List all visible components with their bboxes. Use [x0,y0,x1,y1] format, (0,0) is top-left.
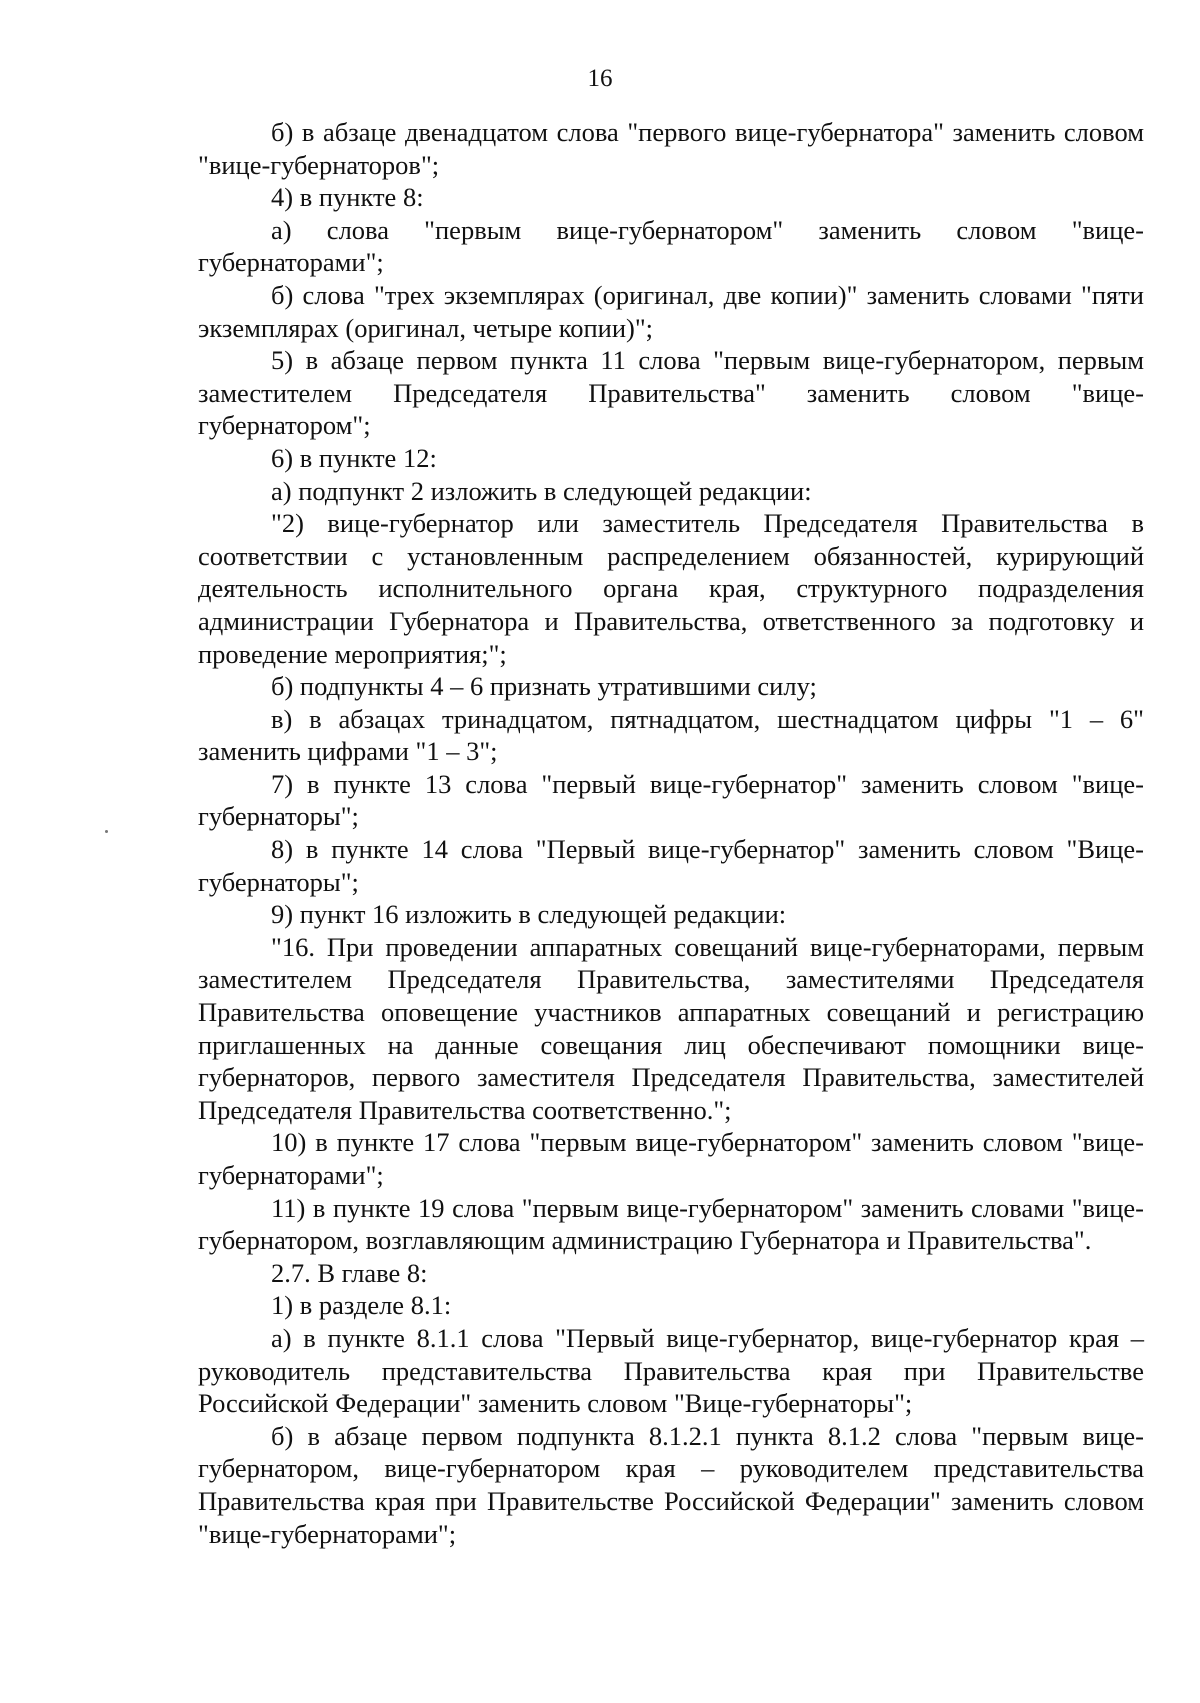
paragraph-quoted-point-16: "16. При проведении аппаратных совещаний вице-губернаторами, первым заместителем Председателя Правительства, заместителями Председателя Правительства оповещение участников аппаратных совещаний и регистрацию приглашенных на данные совещания лиц обеспечивают помощники вице-губернаторов, первого заместителя Председателя Правительства, заместителей Председателя Правительства соответственно."; [198,931,1144,1125]
paragraph-quoted-subitem-2: "2) вице-губернатор или заместитель Председателя Правительства в соответствии с установленным распределением обязанностей, курирующий деятельность исполнительного органа края, структурного подразделения администрации Губернатора и Правительства, ответственного за подготовку и проведение мероприятия;"; [198,508,1144,669]
paragraph-item-5: 5) в абзаце первом пункта 11 слова "первым вице-губернатором, первым заместителем Председателя Правительства" заменить словом "вице-губернатором"; [198,345,1144,441]
paragraph-item-6a: а) подпункт 2 изложить в следующей редакции: [271,475,812,506]
paragraph-item-6b: б) подпункты 4 – 6 признать утратившими силу; [271,671,817,702]
paragraph-section-2-7: 2.7. В главе 8: [271,1257,428,1288]
document-body [198,116,1144,1550]
paragraph-item-4: 4) в пункте 8: [271,182,424,213]
scan-speck [105,830,108,833]
paragraph-item-8: 8) в пункте 14 слова "Первый вице-губернатор" заменить словом "Вице-губернаторы"; [198,834,1144,897]
paragraph-item-10: 10) в пункте 17 слова "первым вице-губернатором" заменить словом "вице-губернаторами"; [198,1127,1144,1190]
paragraph-item-7: 7) в пункте 13 слова "первый вице-губернатор" заменить словом "вице-губернаторы"; [198,768,1144,832]
paragraph-subpoint-8-1-2-1: б) в абзаце первом подпункта 8.1.2.1 пункта 8.1.2 слова "первым вице-губернатором, вице-губернатором края – руководителем представительства Правительства края при Правительстве Российской Федерации" заменить словом "вице-губернаторами"; [198,1420,1144,1549]
paragraph-item-11: 11) в пункте 19 слова "первым вице-губернатором" заменить словами "вице-губернатором, возглавляющим администрацию Губернатора и Правительства". [198,1192,1144,1256]
paragraph-item-6: 6) в пункте 12: [271,442,437,473]
page-number: 16 [587,65,613,92]
paragraph-item-4a: а) слова "первым вице-губернатором" заменить словом "вице-губернаторами"; [198,214,1144,278]
paragraph-item-6v: в) в абзацах тринадцатом, пятнадцатом, шестнадцатом цифры "1 – 6" заменить цифрами "1 – 3"; [198,703,1144,767]
paragraph-section-8-1: 1) в разделе 8.1: [271,1290,452,1321]
paragraph-item-9: 9) пункт 16 изложить в следующей редакции: [271,899,787,930]
paragraph-b-twelfth-paragraph: б) в абзаце двенадцатом слова "первого вице-губернатора" заменить словом "вице-губернаторов"; [198,117,1144,180]
paragraph-item-4b: б) слова "трех экземплярах (оригинал, две копии)" заменить словами "пяти экземплярах (оригинал, четыре копии)"; [198,279,1144,343]
paragraph-point-8-1-1: а) в пункте 8.1.1 слова "Первый вице-губернатор, вице-губернатор края – руководитель представительства Правительства края при Правительстве Российской Федерации" заменить словом "Вице-губернаторы"; [198,1322,1144,1419]
